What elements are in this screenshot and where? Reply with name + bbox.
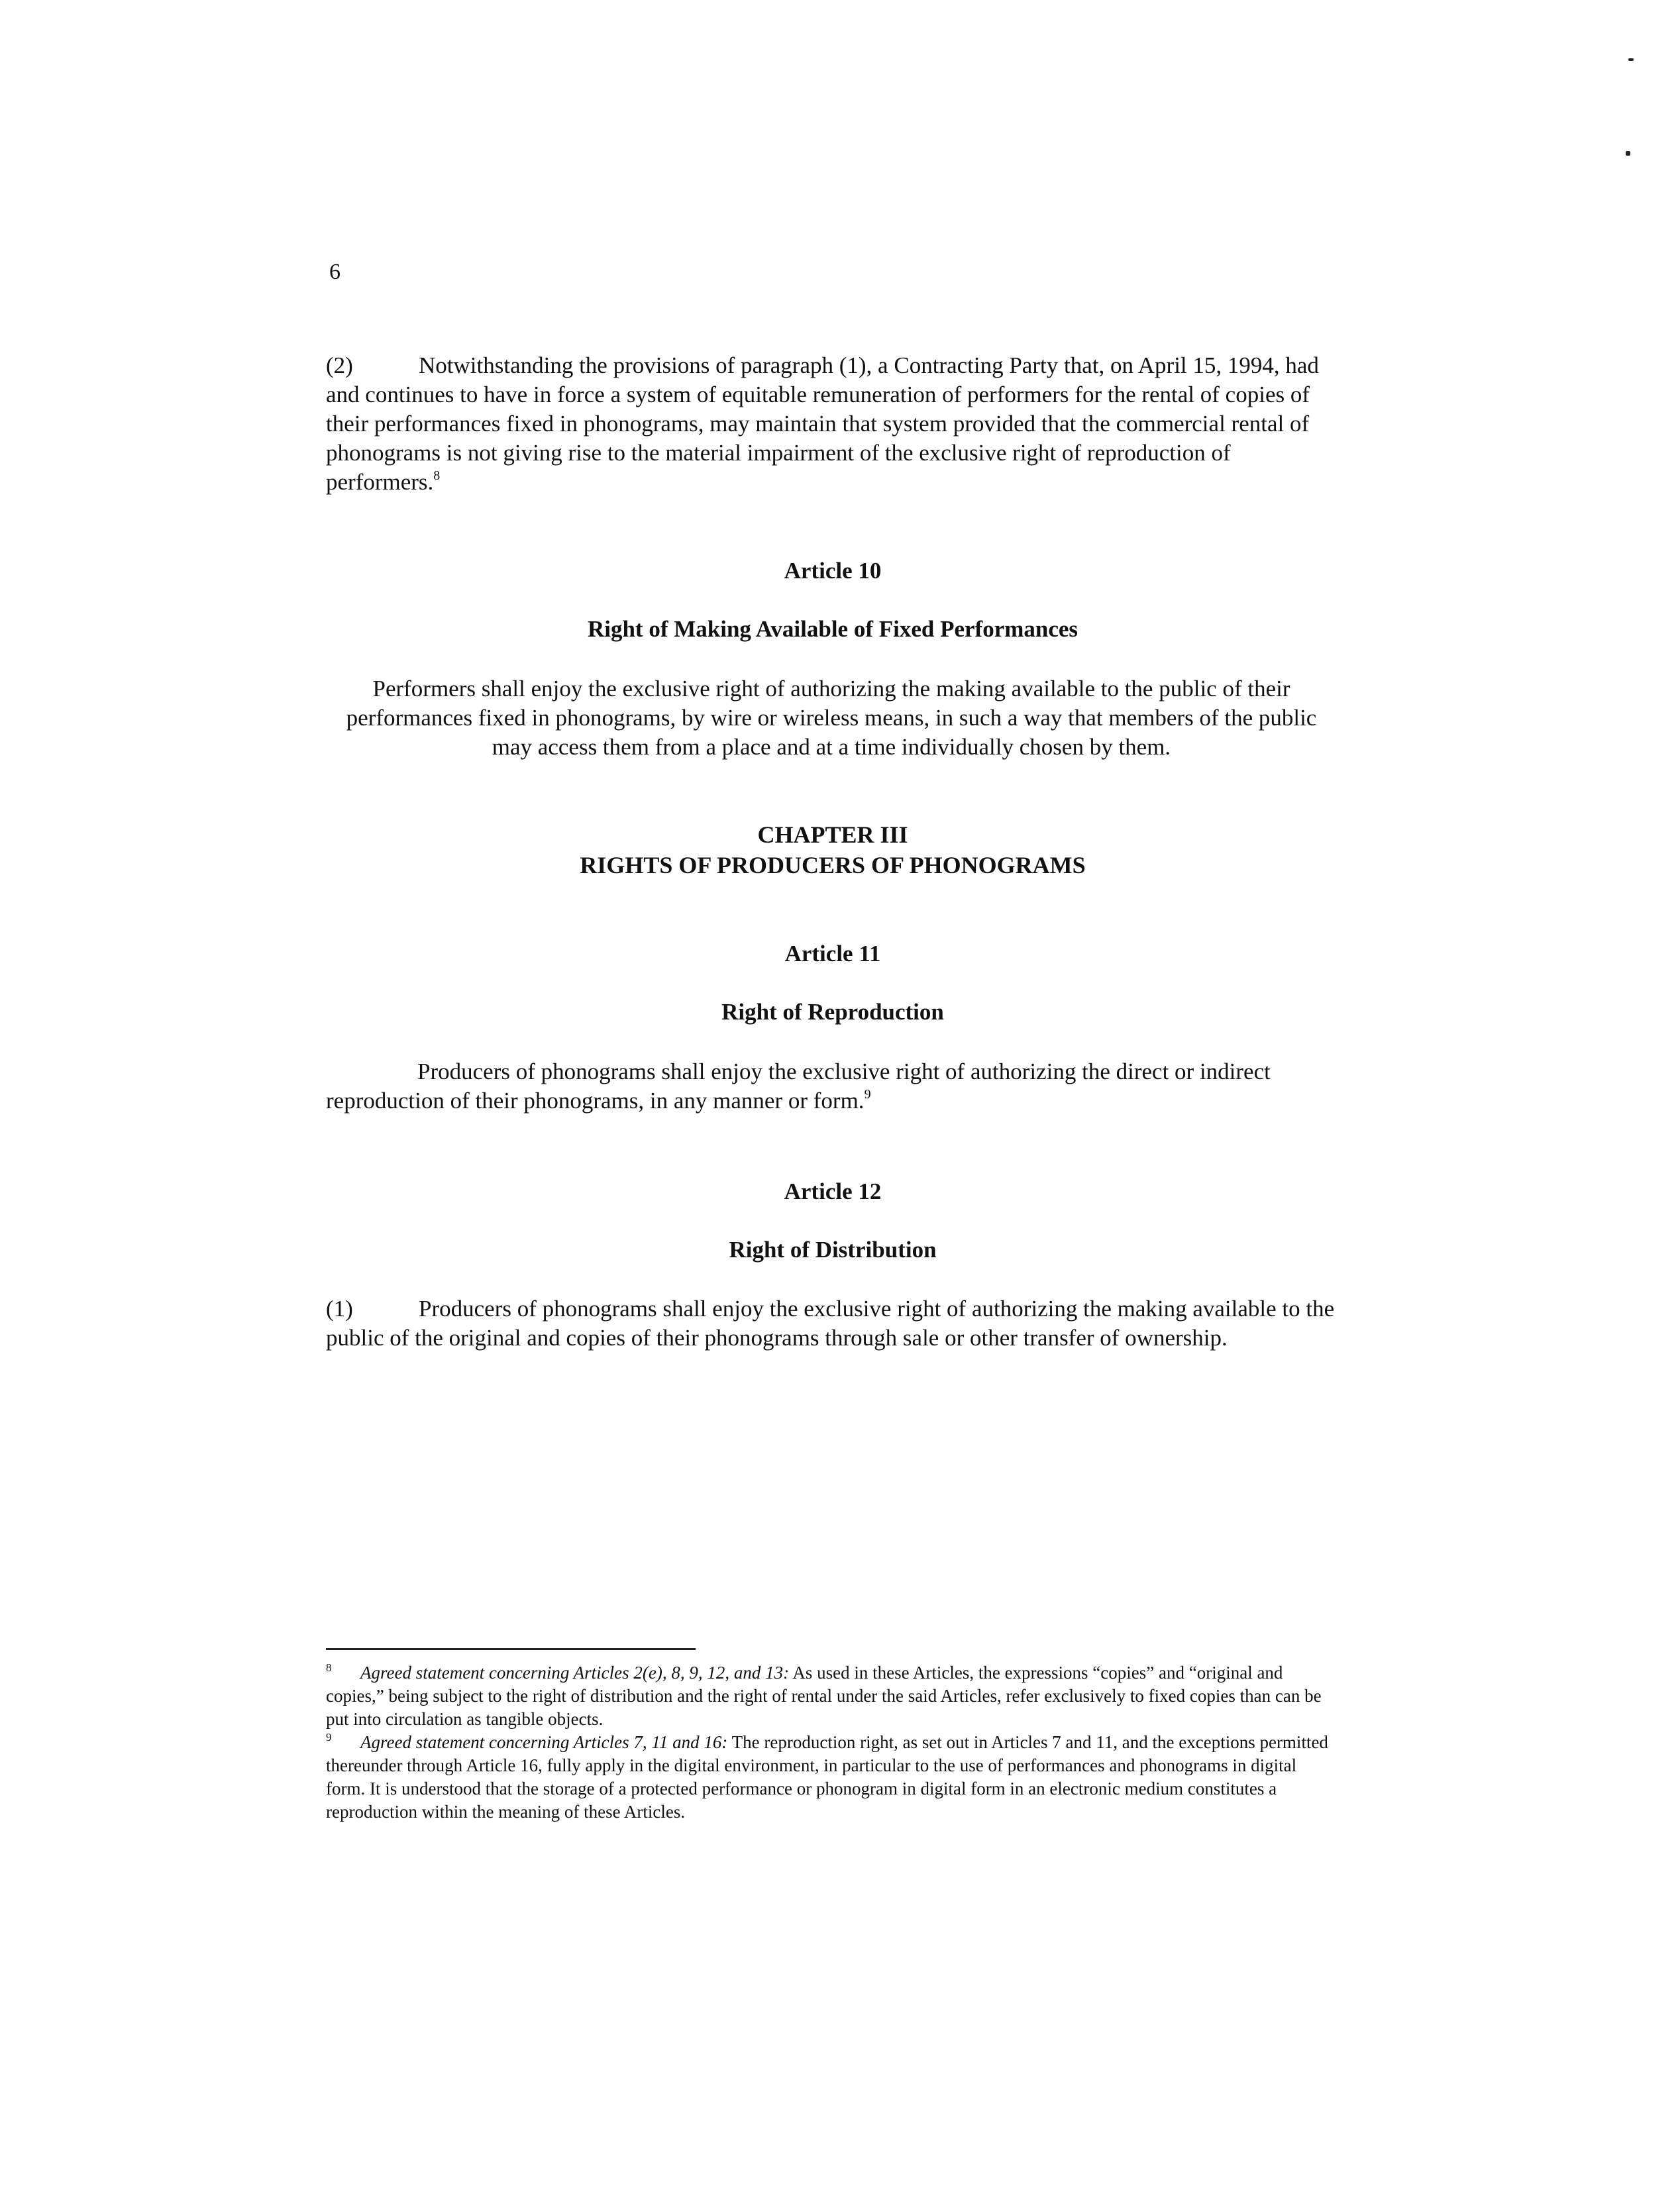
paragraph-9-2 xyxy=(326,351,1339,497)
footnote-ref-8[interactable]: 8 xyxy=(433,468,441,483)
footnote-title: Agreed statement concerning Articles 2(e), 8, 9, 12, and 13: xyxy=(360,1663,790,1683)
article-11-text xyxy=(326,1057,1339,1116)
footnote-8: 8 Agreed statement concerning Articles 2(e), 8, 9, 12, and 13: As used in these Articles, the expressions “copies” and “original and copies,” being subject to the right of distribution and the right of rental under the said Articles, refer exclusively to fixed copies than can be put into circulation as tangible objects. xyxy=(326,1661,1322,1729)
footnote-separator xyxy=(326,1648,696,1650)
article-12-title: Article 12 xyxy=(784,1178,882,1204)
footnote-text: As used in these Articles, the expressions “copies” and “original and copies,” being subject to the right of distribution and the right of rental under the said Articles, refer exclusively to fixed copies than can be put into circulation as tangible objects. xyxy=(326,1663,1322,1729)
paragraph-text: Notwithstanding the provisions of paragraph (1), a Contracting Party that, on April 15, 1994, had and continues to have in force a system of equitable remuneration of performers for the rental of copies of their performances fixed in phonograms, may maintain that system provided that the commercial rental of phonograms is not giving rise to the material impairment of the exclusive right of reproduction of performers. xyxy=(326,352,1319,495)
scan-speck xyxy=(1628,58,1634,61)
article-11-title: Article 11 xyxy=(784,941,881,966)
page-number: 6 xyxy=(329,260,341,284)
article-10-title: Article 10 xyxy=(784,558,882,584)
footnote-title: Agreed statement concerning Articles 7, 11 and 16: xyxy=(360,1732,728,1752)
paragraph-number: (2) xyxy=(326,352,353,378)
footnotes xyxy=(326,1661,1339,1824)
footnote-9: 9 Agreed statement concerning Articles 7, 11 and 16: The reproduction right, as set out in Articles 7 and 11, and the exceptions permitted thereunder through Article 16, fully apply in the digital environment, in particular to the use of performances and phonograms in digital form. It is understood that the storage of a protected performance or phonogram in digital form in an electronic medium constitutes a reproduction within the meaning of these Articles. xyxy=(326,1731,1328,1822)
article-10-text: Performers shall enjoy the exclusive right of authorizing the making available to the public of their performances fixed in phonograms, by wire or wireless means, in such a way that members of the public may access them from a place and at a time individually chosen by them. xyxy=(346,676,1317,760)
paragraph-text: Producers of phonograms shall enjoy the exclusive right of authorizing the making available to the public of the original and copies of their phonograms through sale or other transfer of ownership. xyxy=(326,1296,1335,1351)
article-10-subtitle: Right of Making Available of Fixed Performances xyxy=(587,616,1078,642)
footnote-ref-9[interactable]: 9 xyxy=(864,1087,871,1102)
article-11-subtitle: Right of Reproduction xyxy=(721,999,944,1025)
article-12-paragraph-1 xyxy=(326,1294,1339,1353)
article-11-body: Producers of phonograms shall enjoy the exclusive right of authorizing the direct or indirect reproduction of their phonograms, in any manner or form. xyxy=(326,1059,1271,1114)
paragraph-number: (1) xyxy=(326,1296,353,1322)
chapter-subtitle: RIGHTS OF PRODUCERS OF PHONOGRAMS xyxy=(580,852,1086,878)
scan-speck xyxy=(1626,151,1630,156)
footnote-text: The reproduction right, as set out in Articles 7 and 11, and the exceptions permitted thereunder through Article 16, fully apply in the digital environment, in particular to the use of performances and phonograms in digital form. It is understood that the storage of a protected performance or phonogram in digital form in an electronic medium constitutes a reproduction within the meaning of these Articles. xyxy=(326,1732,1328,1822)
article-12-subtitle: Right of Distribution xyxy=(729,1237,937,1263)
chapter-title: CHAPTER III xyxy=(757,821,908,848)
